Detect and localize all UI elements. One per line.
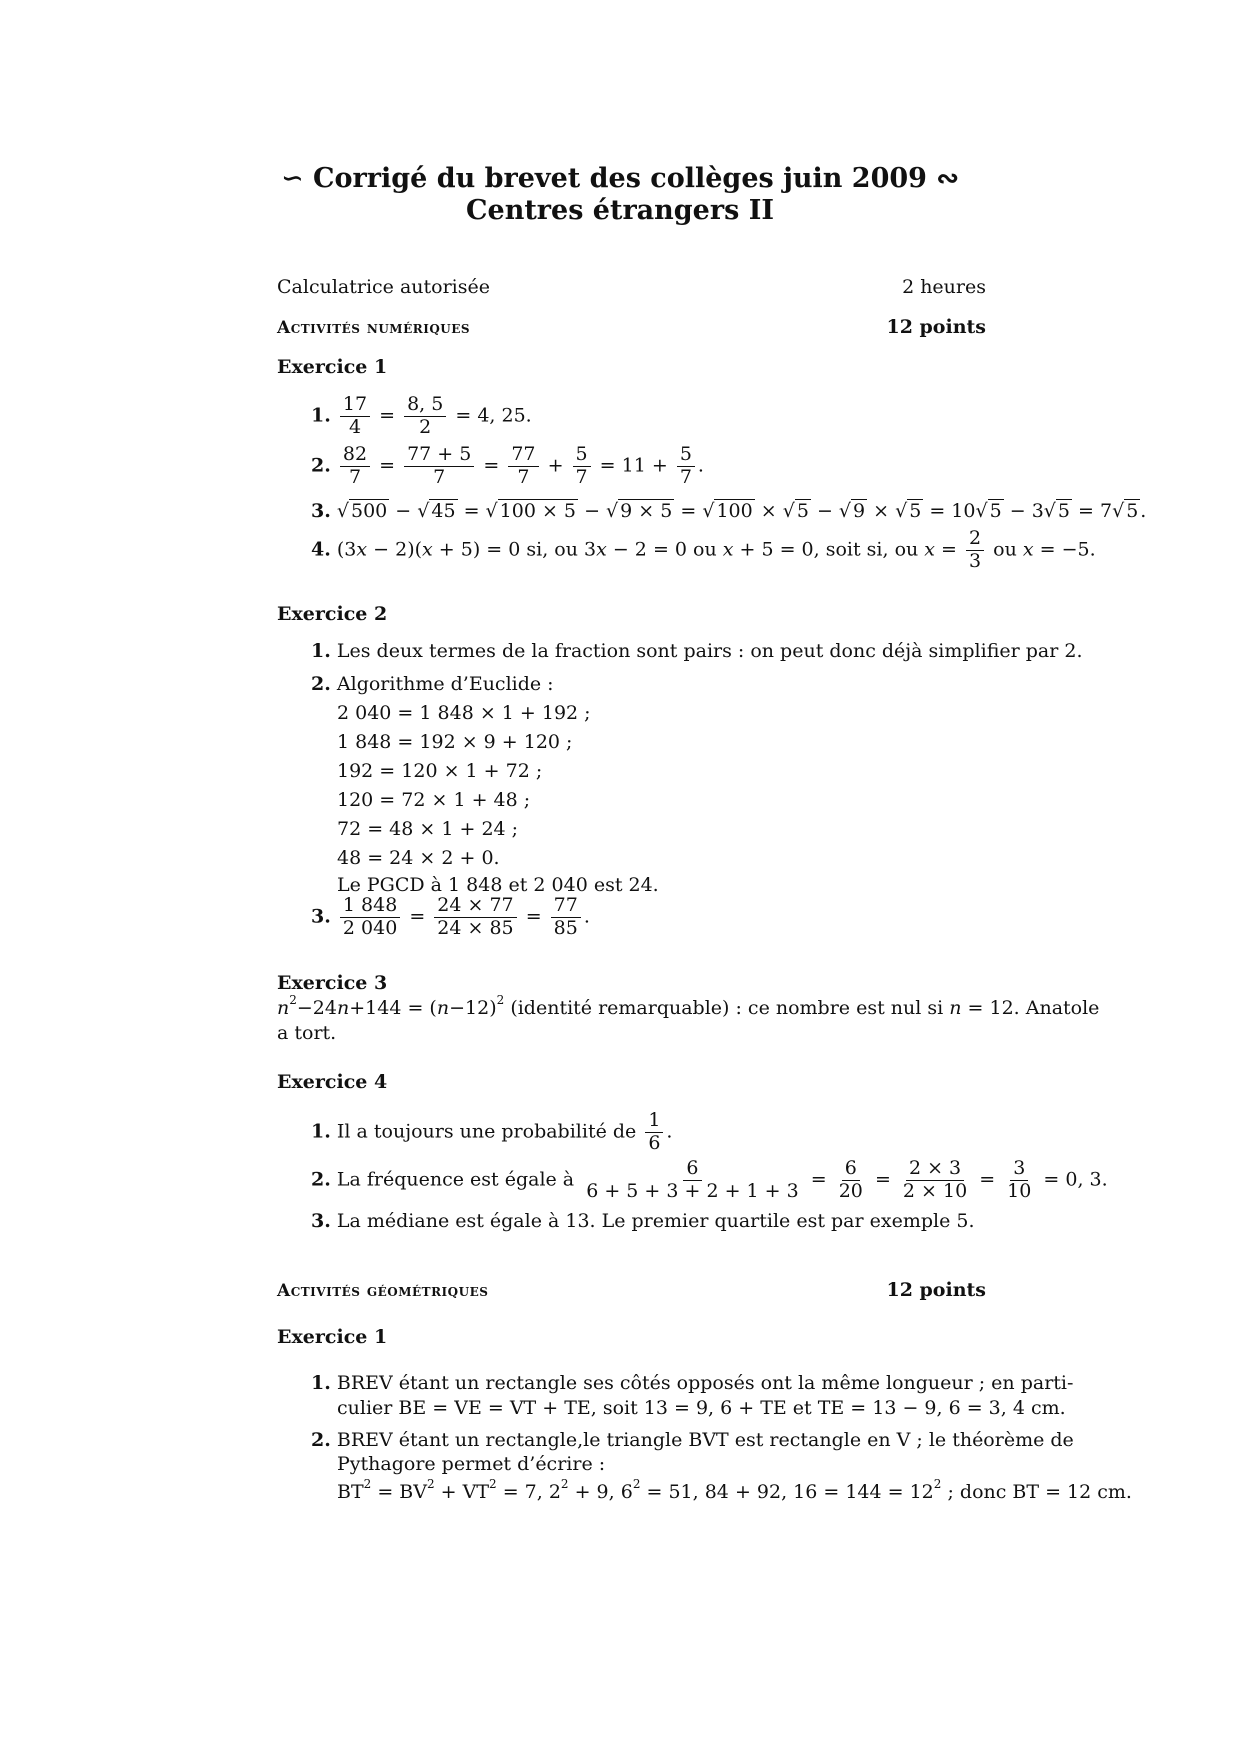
pgcd-result: Le PGCD à 1 848 et 2 040 est 24. <box>337 874 659 896</box>
fraction: $\frac{77 + 5}{7}$ <box>404 444 474 489</box>
algo-step: 2 040 = 1 848 × 1 + 192 ; <box>337 702 591 724</box>
ex3-text-main: (identité remarquable) : ce nombre est nul si <box>510 997 944 1019</box>
fraction: $\frac{3}{10}$ <box>1007 1157 1032 1202</box>
geo-q2-line2: Pythagore permet d’écrire : <box>337 1453 606 1475</box>
fraction: $\frac{2}{3}$ <box>966 528 984 573</box>
fraction: $\frac{82}{7}$ <box>340 444 370 489</box>
duration: 2 heures <box>902 276 986 298</box>
algo-step: 192 = 120 × 1 + 72 ; <box>337 760 543 782</box>
ex2-item-1 <box>311 640 1083 662</box>
ex4-q2-text: La fréquence est égale à <box>336 1168 575 1191</box>
geo-pythagore-formula: $BT^2 = BV^2 + VT^2 = 7$, $2^2 + 9$, $6^2 = 51$, 84 + 92, $16 = 144 = 12^2$ ; donc BT = 12 cm. <box>337 1477 1132 1503</box>
geo-q1-line1: BREV étant un rectangle ses côtés opposés ont la même longueur ; en parti- <box>336 1372 1074 1394</box>
algo-step: 120 = 72 × 1 + 48 ; <box>337 789 531 811</box>
algo-step: 1 848 = 192 × 9 + 120 ; <box>337 731 573 753</box>
item-number: 2. <box>311 1429 331 1451</box>
ex4-title: Exercice 4 <box>277 1071 388 1093</box>
fraction: $\frac{77}{85}$ <box>551 895 581 940</box>
page-title <box>0 163 1240 194</box>
algo-step: 72 = 48 × 1 + 24 ; <box>337 818 519 840</box>
numeric-heading: Activités numériques <box>277 318 471 338</box>
ex1-item-2: 2. $\frac{82}{7}$ = $\frac{77 + 5}{7}$ = $\frac{77}{7}$ + $\frac{5}{7}$ = 11 + $\frac{5}{7}$ . <box>311 443 704 488</box>
item-number: 2. <box>311 454 331 477</box>
ex4-q1-text: Il a toujours une probabilité de <box>336 1120 637 1143</box>
ex3-title: Exercice 3 <box>277 972 388 994</box>
item-number: 3. <box>311 905 331 928</box>
fraction: $\frac{1}{6}$ <box>645 1110 663 1155</box>
geo-ex1-title: Exercice 1 <box>277 1326 388 1348</box>
calculator-note: Calculatrice autorisée <box>277 276 490 298</box>
ex2-title: Exercice 2 <box>277 603 388 625</box>
item-number: 1. <box>311 640 331 662</box>
item-number: 2. <box>311 673 331 695</box>
ex1-title: Exercice 1 <box>277 356 388 378</box>
ex2-item-3: 3. $\frac{1 848}{2 040}$ = $\frac{24 \times 77}{24 \times 85}$ = $\frac{77}{85}$ . <box>311 894 590 939</box>
fraction: $\frac{5}{7}$ <box>677 444 695 489</box>
ex2-item-2 <box>311 673 554 695</box>
ex1-item-4: 4. (3x − 2)(x + 5) = 0 si, ou 3x − 2 = 0 ou x + 5 = 0, soit si, ou x = $\frac{2}{3}$ ou x = −5. <box>311 527 1096 572</box>
ornament-left-icon: ∽ <box>281 163 304 194</box>
item-number: 4. <box>311 538 331 561</box>
ex1-item-3: 3. √ 500 − √ 45 = √ 100 × 5 − √ 9 × 5 = √ 100 × √ 5 − √ 9 × √ 5 = 10√ 5 − 3√ 5 = 7√ 5 . <box>311 500 1147 522</box>
ex4-item-1: 1. Il a toujours une probabilité de $\frac{1}{6}$ . <box>311 1109 673 1154</box>
fraction: $\frac{5}{7}$ <box>573 444 591 489</box>
numeric-points: 12 points <box>886 316 986 338</box>
fraction: $\frac{8, 5}{2}$ <box>404 394 446 439</box>
fraction: $\frac{6}{20}$ <box>838 1157 863 1202</box>
algo-step: 48 = 24 × 2 + 0. <box>337 847 500 869</box>
item-number: 2. <box>311 1168 331 1191</box>
ex4-q3-text: La médiane est égale à 13. Le premier quartile est par exemple 5. <box>336 1210 975 1232</box>
fraction: $\frac{24 \times 77}{24 \times 85}$ <box>434 895 516 940</box>
fraction: $\frac{17}{4}$ <box>340 394 370 439</box>
item-number: 3. <box>311 500 331 522</box>
ex3-text-line2: a tort. <box>277 1022 337 1044</box>
geo-ex1-item-1 <box>311 1372 1073 1394</box>
title-line-1: Corrigé du brevet des collèges juin 2009 <box>313 163 927 194</box>
ex3-text: $n^2-24n+144 = (n-12)^2$ (identité remarquable) : ce nombre est nul si n = 12. Anatole <box>277 993 1100 1019</box>
geometric-heading: Activités géométriques <box>277 1281 489 1301</box>
geo-q1-line2: culier BE = VE = VT + TE, soit 13 = 9, 6 + TE et TE = 13 − 9, 6 = 3, 4 cm. <box>337 1397 1066 1419</box>
fraction: $\frac{77}{7}$ <box>508 444 538 489</box>
item-number: 3. <box>311 1210 331 1232</box>
item-number: 1. <box>311 1120 331 1143</box>
geometric-points: 12 points <box>886 1279 986 1301</box>
geo-ex1-item-2 <box>311 1429 1074 1451</box>
ex2-q1-text: Les deux termes de la fraction sont pairs : on peut donc déjà simplifier par 2. <box>336 640 1083 662</box>
ex4-item-3 <box>311 1210 975 1232</box>
ex1-item-1: 1. $\frac{17}{4}$ = $\frac{8, 5}{2}$ = 4, 25. <box>311 393 532 438</box>
item-number: 1. <box>311 1372 331 1394</box>
fraction: $\frac{1 848}{2 040}$ <box>340 895 400 940</box>
ex3-text-end: = 12. Anatole <box>967 997 1100 1019</box>
page-subtitle: Centres étrangers II <box>466 195 774 226</box>
geo-q2-line1: BREV étant un rectangle,le triangle BVT est rectangle en V ; le théorème de <box>336 1429 1074 1451</box>
item-number: 1. <box>311 404 331 427</box>
fraction: $\frac{2 \times 3}{2 \times 10}$ <box>902 1157 968 1202</box>
algo-title: Algorithme d’Euclide : <box>336 673 554 695</box>
ornament-right-icon: ∾ <box>936 163 959 194</box>
fraction: $\frac{6}{6 + 5 + 3 + 2 + 1 + 3}$ <box>586 1157 799 1202</box>
ex4-item-2: 2. La fréquence est égale à $\frac{6}{6 + 5 + 3 + 2 + 1 + 3}$ = $\frac{6}{20}$ = $\frac{2 \times 3}{2 \times 10}$ = $\frac{3}{10}$ = 0, 3. <box>311 1157 1108 1202</box>
